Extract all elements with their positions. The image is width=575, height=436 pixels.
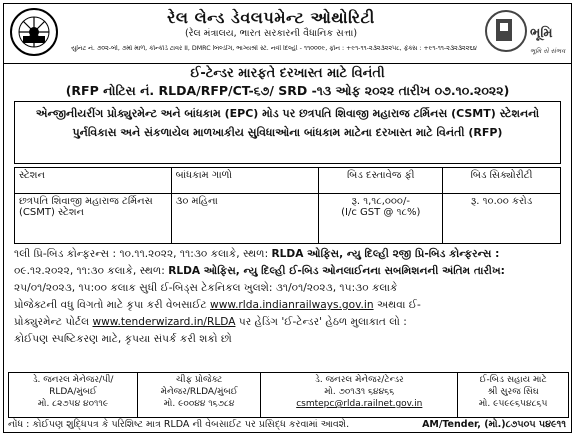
table-header-row [15, 168, 561, 194]
tender-code: AM/Tender, (મો.)૮૭૫૦૫ ૫૪૯૧૧ [422, 419, 566, 430]
cell-period: ૩૦ મહિના [171, 194, 319, 244]
body-line-6: કોઈપણ સ્પષ્ટિકરણ માટે, કૃપયા સંપર્ક કરી શકો છો [14, 333, 232, 345]
fee-amount: રૂ. ૧,૧૮,૦૦૦/- [351, 196, 410, 207]
cell-security: રૂ. ૧૦.૦૦ કરોડ [443, 194, 561, 244]
logo-text: ભૂમિ [530, 26, 553, 41]
contact-email-link[interactable]: csmtepc@rlda.railnet.gov.in [296, 399, 423, 409]
body-line-1: ૧લી પ્રિ-બિડ કોન્ફરન્સ : ૧૦.૧૧.૨૦૨૨, ૧૧:૩૦ કલાકે, સ્થળ: RLDA ઓફિસ, ન્યુ દિલ્હી ૨જી પ્રિ-બિડ કોન્ફરન્સ : [14, 248, 500, 260]
contacts-table [8, 372, 569, 418]
body-line-5: પ્રોક્યુરમેન્ટ પોર્ટલ www.tenderwizard.in/RLDA પર હેડિંગ 'ઈ-ટેન્ડર' હેઠળ મુલાકાત લો : [14, 316, 407, 328]
table-row [15, 194, 561, 244]
header [4, 4, 571, 64]
rlda-website-link[interactable]: www.rlda.indianrailways.gov.in [210, 299, 374, 311]
body-line-2: ૦૯.૧૨.૨૦૨૨, ૧૧:૩૦ કલાકે, સ્થળ: RLDA ઓફિસ, ન્યુ દિલ્હી ઈ-બિડ ઓનલાઈનના સબમિશનની અંતિમ તારીખ: [14, 265, 505, 277]
header-station: સ્ટેશન [15, 168, 172, 194]
organisation-subtitle: (રેલ મંત્રાલય, ભારત સરકારની વૈધાનિક સત્તા) [184, 28, 358, 39]
footer-note [8, 419, 569, 430]
contact-dgm-p: ડે. જનરલ મેનેજર/પી/ RLDA/મુંબઈ મો. ૮૨૭૫૪ ૪૦૧૧૯ [9, 373, 138, 418]
rfp-reference: (RFP નોટિસ નં. RLDA/RFP/CT-૬૭/ SRD -૧૩ ઓફ ૨૦૨૨ તારીખ ૦૭.૧૦.૨૦૨૨) [65, 83, 510, 98]
cell-fee [319, 194, 443, 244]
organisation-address: યુનિટ નં. ૭૦૨-બી, ૭મો માળ, કોન્કોર્ડ ટાવર II, DMRC બિલ્ડીંગ, ભાગ્યશ્રી સ્ટે. નવી દિલ્હી - ૧૧૦૦૦૯, ફોન : +૯૧-૧૧-૨૩૨૩૨૨૫૮, ફેક્સ : +૯૧-૧૧-૨૩૨૩૨૨૬૪ [71, 45, 477, 52]
header-fee: બિડ દસ્તાવેજ ફી [319, 168, 443, 194]
body-line-4: પ્રોજેક્ટની વધુ વિગતો માટે કૃપા કરી વેબસાઈટ www.rlda.indianrailways.gov.in અથવા ઈ- [14, 299, 421, 311]
body-line-3: ૨૫/૦૧/૨૦૨૩, ૧૫:૦૦ કલાક સુધી ઈ-બિડ્સ ટેકનિકલ ખુલશે: ૩૧/૦૧/૨૦૨૩, ૧૫:૩૦ કલાકે [14, 282, 398, 294]
note-text: નોંધ : કોઈપણ શુદ્ધિપત્ર કે પરિશિષ્ટ માત્ર RLDA ની વેબસાઈટ પર પ્રસિદ્ધ કરવામાં આવશે. [8, 419, 350, 430]
notice-title: ઈ-ટેન્ડર મારફતે દરખાસ્ત માટે વિનંતી [190, 66, 385, 81]
fee-gst-note: (I/c GST @ ૧૮%) [341, 207, 421, 218]
contact-dgm-tender: ડે. જનરલ મેનેજર/ટેન્ડર મો. ૭૦૧૩૧ ૬૪૪૬૬ csmtepc@rlda.railnet.gov.in [261, 373, 458, 418]
subject-box: એન્જીનીયરીંગ પ્રોક્યુરમેન્ટ અને બાંધકામ (EPC) મોડ પર છત્રપતિ શિવાજી મહારાજ ટર્મિનસ (CSMT) સ્ટેશનનો પુર્નવિકાસ અને સંકળાયેલ માળખાકીય સુવિધાઓના બાંધકામ માટેના દરખાસ્ત માટે વિનંતી (RFP) [14, 101, 561, 164]
tender-notice [3, 3, 572, 433]
notice-body [14, 246, 566, 348]
organisation-title: રેલ લેન્ડ ડેવલપમેન્ટ ઓથોરિટી [167, 8, 375, 27]
tender-table [14, 167, 561, 244]
contacts-row [9, 373, 569, 418]
rlda-logo-icon [484, 7, 568, 61]
logo-tagline: ભૂમિ સે સંભવ [530, 47, 566, 55]
contact-cpm: ચીફ પ્રોજેક્ટ મેનેજર/RLDA/મુંબઈ મો. ૯૦૦૪૪ ૧૬૭૮૪ [138, 373, 261, 418]
indian-railways-seal-icon [9, 7, 59, 57]
tenderwizard-link[interactable]: www.tenderwizard.in/RLDA [92, 316, 236, 328]
contact-ebid-help: ઈ-બિડ સહાય માટે શ્રી સુરજ સિંઘ મો. ૯૫૯૯૬૫૪૮૬૫ [458, 373, 569, 418]
header-period: બાંધકામ ગાળો [171, 168, 319, 194]
cell-station: છત્રપતિ શિવાજી મહારાજ ટર્મિનસ (CSMT) સ્ટેશન [15, 194, 172, 244]
header-security: બિડ સિક્યોરીટી [443, 168, 561, 194]
